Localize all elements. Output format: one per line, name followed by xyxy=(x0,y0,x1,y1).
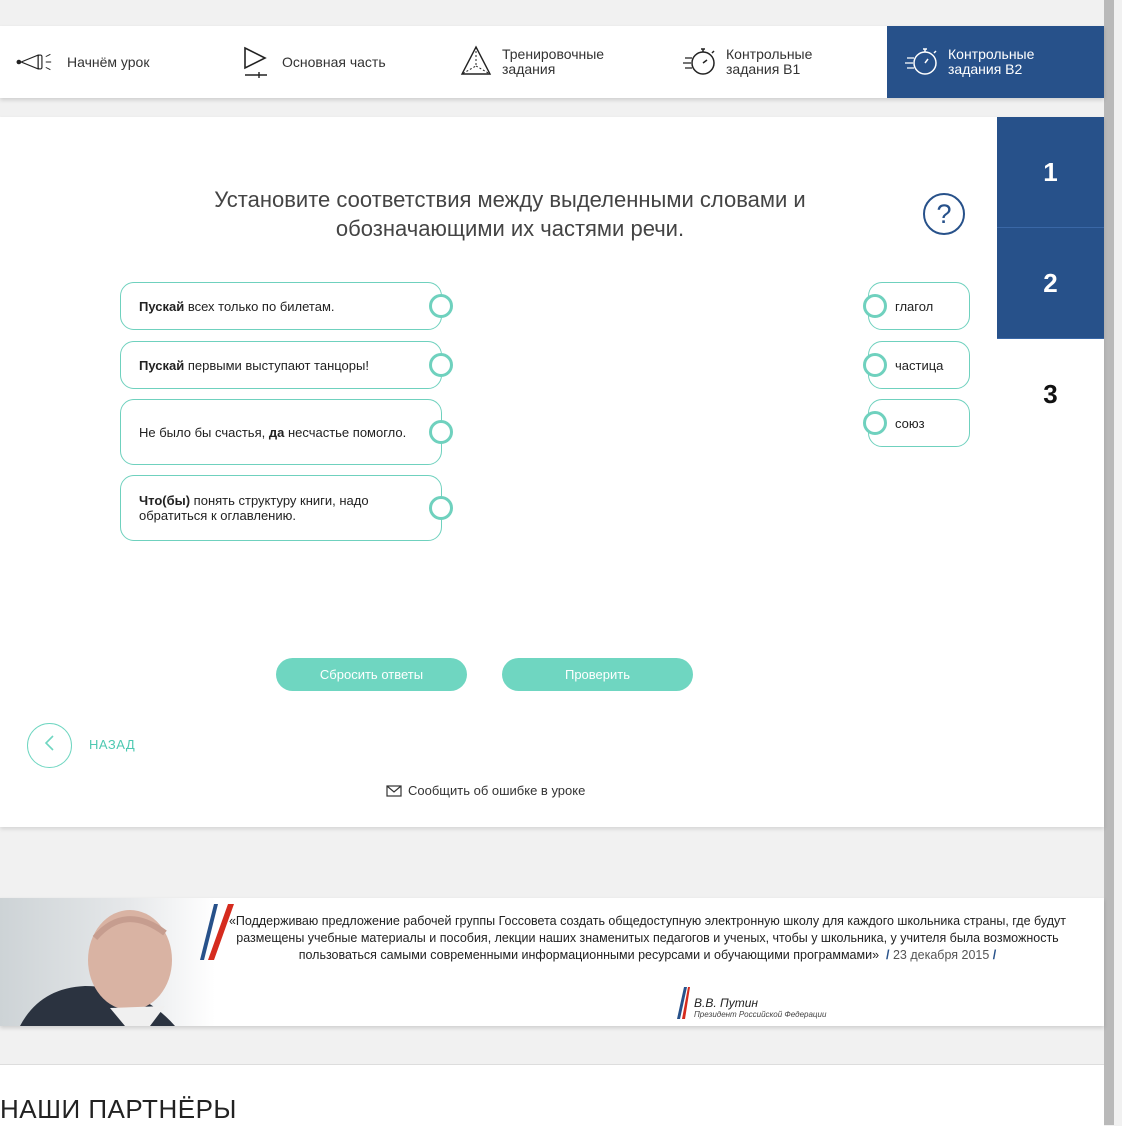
task-tabs xyxy=(997,117,1104,449)
item-text-rest: первыми выступают танцоры! xyxy=(184,357,369,373)
nav-label: Контрольные задания В2 xyxy=(948,46,1035,77)
nav-item-start-lesson[interactable] xyxy=(15,26,215,98)
portrait-photo xyxy=(0,898,215,1026)
connector-dot[interactable] xyxy=(429,294,453,318)
connector-dot[interactable] xyxy=(429,420,453,444)
item-text-rest: всех только по билетам. xyxy=(184,298,335,314)
match-item-right[interactable] xyxy=(868,282,970,330)
nav-label: Основная часть xyxy=(282,53,386,70)
quote-banner xyxy=(0,898,1104,1026)
connector-dot[interactable] xyxy=(429,353,453,377)
nav-item-main-part[interactable] xyxy=(236,26,436,98)
item-text xyxy=(139,358,369,373)
item-text-rest: несчастье помогло. xyxy=(284,424,407,440)
connector-dot[interactable] xyxy=(863,353,887,377)
match-item-left[interactable] xyxy=(120,341,442,389)
report-error-label: Сообщить об ошибке в уроке xyxy=(408,783,586,798)
highlighted-word: Что(бы) xyxy=(139,493,191,508)
partners-heading: НАШИ ПАРТНЁРЫ xyxy=(0,1094,237,1124)
pyramid-icon xyxy=(456,42,496,82)
author-name: В.В. Путин xyxy=(694,996,758,1010)
match-item-left[interactable] xyxy=(120,475,442,541)
part-of-speech-label: глагол xyxy=(895,298,934,314)
item-text-start: Не было бы счастья, xyxy=(139,424,269,440)
nav-label: Контрольные задания В1 xyxy=(726,46,813,77)
check-button[interactable]: Проверить xyxy=(502,658,693,691)
match-item-left[interactable] xyxy=(120,282,442,330)
connector-dot[interactable] xyxy=(863,294,887,318)
nav-label: Тренировочные задания xyxy=(502,46,605,77)
nav-label: Начнём урок xyxy=(67,53,150,70)
match-item-left[interactable] xyxy=(120,399,442,465)
connector-dot[interactable] xyxy=(429,496,453,520)
nav-item-control-tasks-b1[interactable] xyxy=(680,26,870,98)
quote-body: «Поддерживаю предложение рабочей группы Госсовета создать общедоступную электронную школу для каждого школьника страны, где будут размещены учебные материалы и пособия, лекции наших знаменитых педагогов и ученых, чтобы у школьника, у учителя была возможность пользоваться самыми современными информационными ресурсами и обучающими программами» xyxy=(228,914,1067,962)
item-text xyxy=(139,299,335,314)
task-panel xyxy=(0,117,1104,827)
stopwatch-icon xyxy=(680,42,720,82)
reset-answers-button[interactable]: Сбросить ответы xyxy=(276,658,467,691)
back-button[interactable] xyxy=(27,723,72,768)
author-title: Президент Российской Федерации xyxy=(694,1010,827,1019)
stopwatch-icon xyxy=(902,42,942,82)
help-button[interactable]: ? xyxy=(923,193,965,235)
signature-slash-icon xyxy=(676,986,690,1020)
highlighted-word: Пускай xyxy=(139,298,185,314)
quote-signature xyxy=(676,986,826,1020)
quote-date: 23 декабря 2015 xyxy=(892,948,990,962)
scrollbar-thumb[interactable] xyxy=(1104,0,1114,1125)
match-item-right[interactable] xyxy=(868,341,970,389)
connector-dot[interactable] xyxy=(863,411,887,435)
task-question: Установите соответствия между выделенными словами и обозначающими их частями речи. xyxy=(214,187,806,241)
nav-item-training-tasks[interactable] xyxy=(456,26,656,98)
quote-text xyxy=(225,913,1070,964)
mail-icon xyxy=(386,785,402,797)
tab-task-1[interactable]: 1 xyxy=(997,117,1104,228)
lesson-nav xyxy=(0,26,1104,98)
item-text xyxy=(139,425,406,440)
report-error-link[interactable] xyxy=(386,783,585,798)
back-link[interactable]: НАЗАД xyxy=(89,737,136,752)
item-text xyxy=(139,493,411,523)
part-of-speech-label: союз xyxy=(895,415,925,431)
megaphone-icon xyxy=(15,42,55,82)
part-of-speech-label: частица xyxy=(895,357,944,373)
nav-item-control-tasks-b2[interactable] xyxy=(887,26,1104,98)
item-text-rest: понять структуру книги, надо обратиться к оглавлению. xyxy=(139,493,369,523)
highlighted-word: Пускай xyxy=(139,357,185,373)
play-icon xyxy=(236,42,276,82)
scrollbar[interactable] xyxy=(1104,0,1122,1125)
match-item-right[interactable] xyxy=(868,399,970,447)
highlighted-word: да xyxy=(268,424,285,440)
tab-task-2[interactable]: 2 xyxy=(997,228,1104,339)
tab-task-3[interactable]: 3 xyxy=(997,339,1104,449)
quote-date-slash-open: / xyxy=(882,948,890,962)
chevron-left-icon xyxy=(43,734,57,757)
quote-date-slash-close: / xyxy=(992,948,997,962)
